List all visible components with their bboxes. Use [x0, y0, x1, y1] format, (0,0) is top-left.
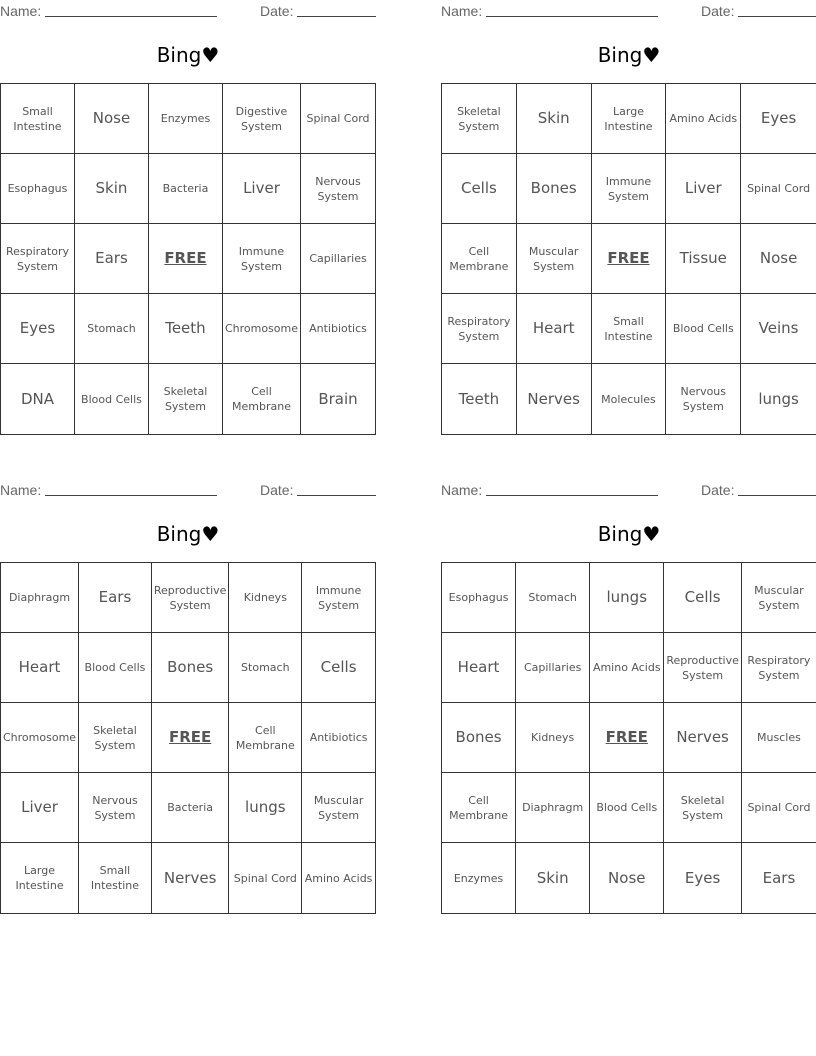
bingo-grid	[441, 562, 816, 914]
card-title: Bing♥	[597, 43, 661, 67]
bingo-cell: Liver	[223, 154, 301, 224]
bingo-cell: Enzymes	[442, 843, 516, 913]
bingo-cell: Spinal Cord	[301, 84, 375, 154]
card-header	[441, 479, 816, 499]
bingo-grid	[0, 562, 376, 914]
free-space-cell: FREE	[592, 224, 667, 294]
bingo-cell: Eyes	[664, 843, 742, 913]
date-label: Date:	[260, 482, 294, 498]
free-space-cell: FREE	[590, 703, 664, 773]
bingo-cell: Eyes	[1, 294, 75, 364]
free-space-cell: FREE	[152, 703, 230, 773]
bingo-cell: Amino Acids	[304, 871, 373, 885]
bingo-cell: Cell Membrane	[223, 364, 301, 434]
name-label: Name:	[0, 482, 42, 498]
bingo-cell: Diaphragm	[516, 773, 590, 843]
date-label: Date:	[701, 482, 735, 498]
bingo-cell: Heart	[442, 633, 516, 703]
bingo-cell: Muscular System	[302, 773, 375, 843]
name-blank-line	[45, 495, 217, 496]
bingo-cell: Nervous System	[666, 364, 741, 434]
bingo-cell: Tissue	[666, 224, 741, 294]
date-blank-line	[297, 16, 376, 17]
date-label: Date:	[260, 3, 294, 19]
bingo-cell: Nerves	[152, 843, 230, 913]
bingo-cell: Respiratory System	[1, 224, 75, 294]
bingo-cell: Nose	[75, 84, 149, 154]
bingo-cell: Bacteria	[149, 154, 223, 224]
bingo-cell: Skeletal System	[442, 84, 517, 154]
bingo-cell: Blood Cells	[666, 294, 741, 364]
bingo-cell: Chromosome	[223, 294, 301, 364]
bingo-cell: Ears	[79, 563, 152, 633]
bingo-cell: Muscular System	[742, 563, 816, 633]
bingo-grid	[441, 83, 816, 435]
bingo-cell: Large Intestine	[1, 843, 79, 913]
bingo-cell: Skin	[75, 154, 149, 224]
bingo-cell: Cells	[664, 563, 742, 633]
bingo-cell: Skeletal System	[79, 703, 152, 773]
bingo-cell: Stomach	[75, 294, 149, 364]
bingo-cell: Heart	[517, 294, 592, 364]
bingo-cell: Skeletal System	[664, 773, 742, 843]
bingo-card-3	[0, 479, 376, 892]
free-space-cell: FREE	[149, 224, 223, 294]
name-blank-line	[486, 16, 658, 17]
bingo-cell: Capillaries	[516, 633, 590, 703]
bingo-cell: Small Intestine	[1, 84, 75, 154]
bingo-cell: Immune System	[302, 563, 375, 633]
bingo-cell: lungs	[229, 773, 302, 843]
bingo-cell: Diaphragm	[1, 563, 79, 633]
bingo-cell: Ears	[75, 224, 149, 294]
bingo-cell: Capillaries	[301, 224, 375, 294]
bingo-cell: Amino Acids	[666, 84, 741, 154]
bingo-cell: Nervous System	[79, 773, 152, 843]
bingo-cell: Veins	[741, 294, 816, 364]
bingo-cell: Cell Membrane	[442, 773, 516, 843]
bingo-card-2	[441, 0, 816, 413]
bingo-cell: Small Intestine	[592, 294, 667, 364]
bingo-cell: lungs	[590, 563, 664, 633]
bingo-cell: Blood Cells	[590, 773, 664, 843]
bingo-cell: Teeth	[149, 294, 223, 364]
bingo-cell: Enzymes	[149, 84, 223, 154]
bingo-cell: Muscular System	[517, 224, 592, 294]
bingo-cell: Blood Cells	[79, 633, 152, 703]
bingo-cell: Spinal Cord	[742, 773, 816, 843]
bingo-card-1	[0, 0, 376, 413]
bingo-cell: Cell Membrane	[229, 703, 302, 773]
name-label: Name:	[441, 482, 483, 498]
bingo-cell: Nose	[741, 224, 816, 294]
bingo-cell: Blood Cells	[75, 364, 149, 434]
bingo-cell: Bones	[152, 633, 230, 703]
bingo-cell: Reproductive System	[664, 633, 742, 703]
bingo-cell: Liver	[1, 773, 79, 843]
bingo-cell: Small Intestine	[79, 843, 152, 913]
card-title: Bing♥	[597, 522, 661, 546]
name-blank-line	[45, 16, 217, 17]
bingo-cell: Antibiotics	[301, 294, 375, 364]
bingo-cell: Liver	[666, 154, 741, 224]
bingo-cell: Esophagus	[442, 563, 516, 633]
bingo-cell: Cells	[302, 633, 375, 703]
bingo-cell: Respiratory System	[442, 294, 517, 364]
bingo-cell: Heart	[1, 633, 79, 703]
card-title: Bing♥	[156, 43, 220, 67]
bingo-cell: Spinal Cord	[741, 154, 816, 224]
bingo-cell: Kidneys	[229, 563, 302, 633]
bingo-cell: Immune System	[223, 224, 301, 294]
bingo-cell: Digestive System	[223, 84, 301, 154]
bingo-cell: Teeth	[442, 364, 517, 434]
card-header	[0, 479, 376, 499]
name-blank-line	[486, 495, 658, 496]
bingo-cell: Cells	[442, 154, 517, 224]
bingo-cell: Molecules	[592, 364, 667, 434]
bingo-cell: DNA	[1, 364, 75, 434]
card-header	[0, 0, 376, 20]
bingo-cell: Nerves	[517, 364, 592, 434]
bingo-cell: Skin	[516, 843, 590, 913]
bingo-cell: Large Intestine	[592, 84, 667, 154]
bingo-cell: Bacteria	[152, 773, 230, 843]
bingo-card-4	[441, 479, 816, 887]
bingo-cell: Bones	[517, 154, 592, 224]
bingo-cell: Ears	[762, 868, 796, 887]
bingo-cell: Reproductive System	[152, 563, 230, 633]
bingo-cell: Chromosome	[1, 703, 79, 773]
name-label: Name:	[441, 3, 483, 19]
bingo-cell: Nerves	[664, 703, 742, 773]
card-title: Bing♥	[156, 522, 220, 546]
date-blank-line	[297, 495, 376, 496]
bingo-grid	[0, 83, 376, 435]
bingo-cell: Cell Membrane	[442, 224, 517, 294]
name-label: Name:	[0, 3, 42, 19]
bingo-cell: Immune System	[592, 154, 667, 224]
bingo-cell: Spinal Cord	[229, 843, 302, 913]
bingo-cell: Antibiotics	[302, 703, 375, 773]
date-blank-line	[738, 16, 816, 17]
bingo-cell: Nervous System	[301, 154, 375, 224]
bingo-cell: Stomach	[516, 563, 590, 633]
bingo-cell: Bones	[442, 703, 516, 773]
card-header	[441, 0, 816, 20]
bingo-cell: Skin	[517, 84, 592, 154]
bingo-cell: Skeletal System	[149, 364, 223, 434]
bingo-cell: Amino Acids	[590, 633, 664, 703]
bingo-cell: Nose	[590, 843, 664, 913]
bingo-cell: Respiratory System	[742, 633, 816, 703]
bingo-cell: Kidneys	[516, 703, 590, 773]
date-label: Date:	[701, 3, 735, 19]
bingo-cell: Esophagus	[1, 154, 75, 224]
bingo-cell: Brain	[318, 389, 358, 408]
bingo-cell: Eyes	[741, 84, 816, 154]
bingo-cell: Muscles	[742, 703, 816, 773]
bingo-cell: lungs	[758, 389, 799, 408]
date-blank-line	[738, 495, 816, 496]
bingo-cell: Stomach	[229, 633, 302, 703]
